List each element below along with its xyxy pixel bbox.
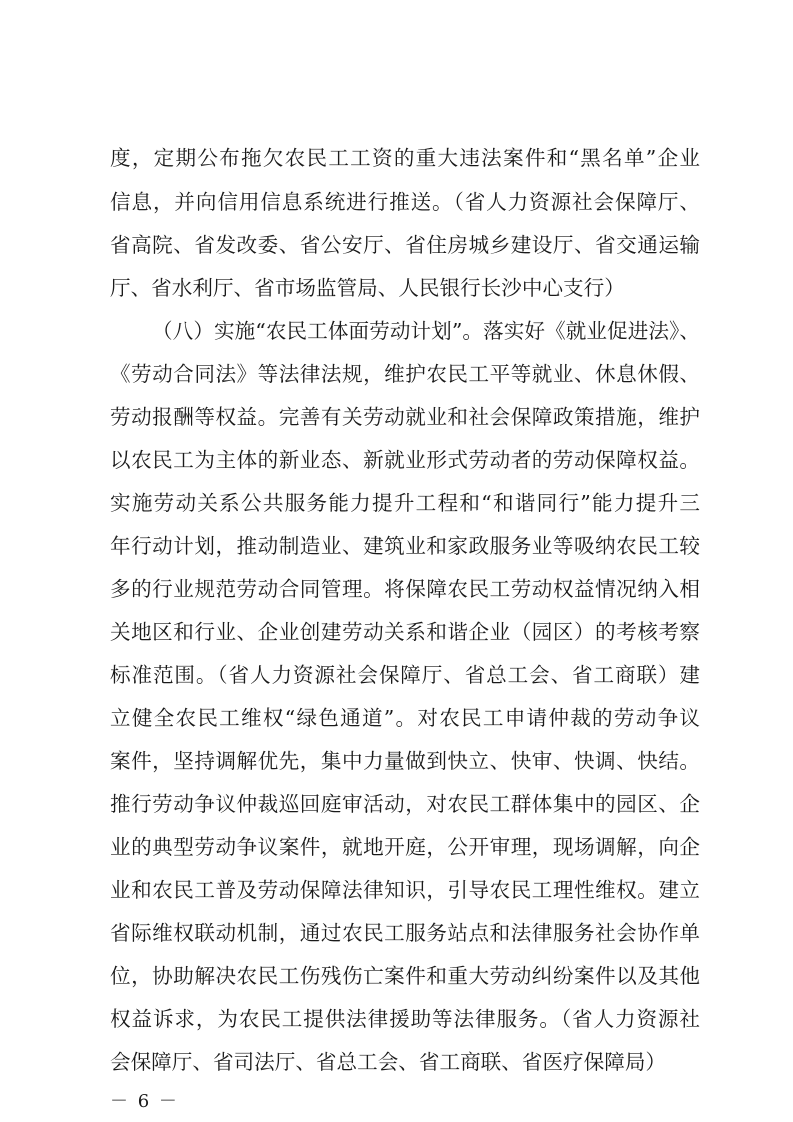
body-text-line: 实施劳动关系公共服务能力提升工程和“和谐同行”能力提升三 bbox=[110, 491, 700, 515]
body-text-line: 年行动计划，推动制造业、建筑业和家政服务业等吸纳农民工较 bbox=[110, 534, 700, 558]
body-text-line: 厅、省水利厅、省市场监管局、人民银行长沙中心支行） bbox=[110, 276, 625, 300]
page-number: － 6 － bbox=[110, 1091, 179, 1112]
body-text-line: 标准范围。（省人力资源社会保障厅、省总工会、省工商联）建 bbox=[110, 663, 700, 687]
body-text-line: 以农民工为主体的新业态、新就业形式劳动者的劳动保障权益。 bbox=[110, 448, 700, 472]
body-text-line: 推行劳动争议仲裁巡回庭审活动，对农民工群体集中的园区、企 bbox=[110, 792, 700, 816]
body-text-line: 会保障厅、省司法厅、省总工会、省工商联、省医疗保障局） bbox=[110, 1050, 667, 1074]
section-heading-line: （八）实施“农民工体面劳动计划”。落实好《就业促进法》、 bbox=[152, 319, 700, 343]
body-text-line: 业和农民工普及劳动保障法律知识，引导农民工理性维权。建立 bbox=[110, 878, 700, 902]
body-text-line: 度，定期公布拖欠农民工工资的重大违法案件和“黑名单”企业 bbox=[110, 146, 700, 170]
body-text-line: 信息，并向信用信息系统进行推送。（省人力资源社会保障厅、 bbox=[110, 190, 700, 214]
body-text-line: 权益诉求，为农民工提供法律援助等法律服务。（省人力资源社 bbox=[110, 1007, 700, 1031]
body-text-line: 位，协助解决农民工伤残伤亡案件和重大劳动纠纷案件以及其他 bbox=[110, 964, 700, 988]
body-text-line: 业的典型劳动争议案件，就地开庭，公开审理，现场调解，向企 bbox=[110, 835, 700, 859]
body-text-line: 《劳动合同法》等法律法规，维护农民工平等就业、休息休假、 bbox=[110, 362, 700, 386]
body-text-line: 案件，坚持调解优先，集中力量做到快立、快审、快调、快结。 bbox=[110, 749, 700, 773]
body-text-line: 多的行业规范劳动合同管理。将保障农民工劳动权益情况纳入相 bbox=[110, 577, 700, 601]
body-text-line: 关地区和行业、企业创建劳动关系和谐企业（园区）的考核考察 bbox=[110, 620, 700, 644]
body-text-line: 省际维权联动机制，通过农民工服务站点和法律服务社会协作单 bbox=[110, 921, 700, 945]
body-text-line: 劳动报酬等权益。完善有关劳动就业和社会保障政策措施，维护 bbox=[110, 405, 700, 429]
body-text-line: 省高院、省发改委、省公安厅、省住房城乡建设厅、省交通运输 bbox=[110, 233, 700, 257]
body-text-line: 立健全农民工维权“绿色通道”。对农民工申请仲裁的劳动争议 bbox=[110, 706, 700, 730]
